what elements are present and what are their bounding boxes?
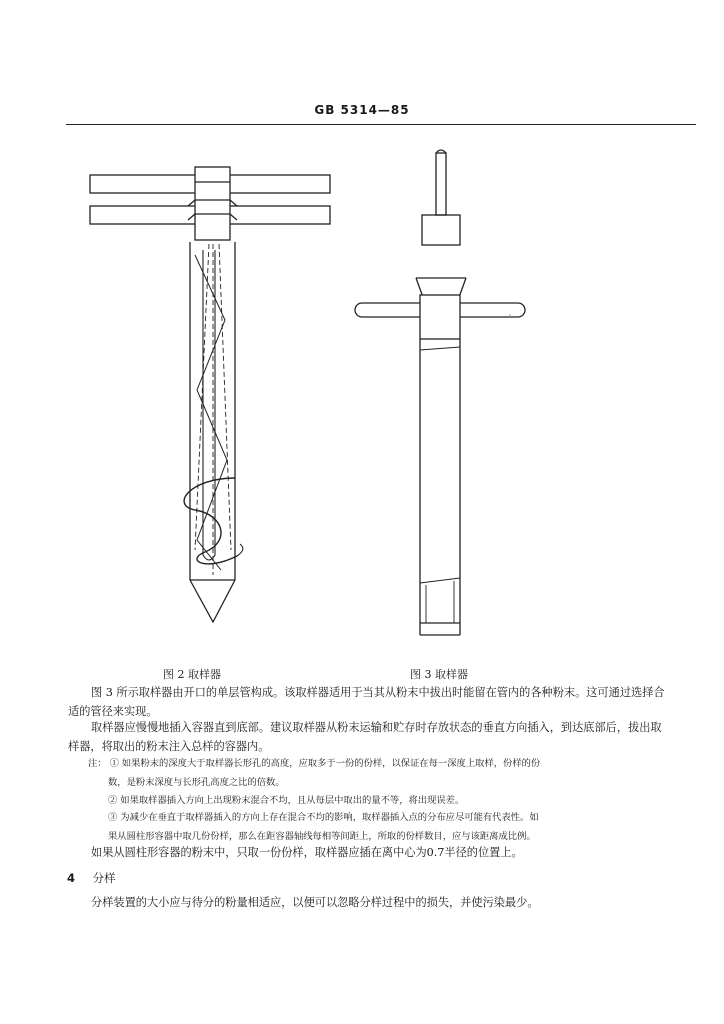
helical-rib — [195, 255, 227, 570]
note-2 — [108, 794, 464, 807]
note-2-text: 如果取样器插入方向上出现粉末混合不均，且从每层中取出的量不等，将出现误差。 — [120, 795, 465, 806]
notes-label: 注： — [88, 758, 107, 769]
section-4-body: 分样装置的大小应与待分的粉量相适应，以便可以忽略分样过程中的损失，并使污染最少。 — [91, 896, 539, 909]
note-3 — [108, 811, 539, 824]
paragraph-figure3-description: 图 3 所示取样器由开口的单层管构成。该取样器适用于当其从粉末中拔出时能留在管内的各种粉末。这可通过选择合适的管径来实现。 — [68, 686, 665, 718]
spiral-curl — [184, 478, 237, 564]
collar — [420, 295, 460, 339]
note-1-continuation: 数，是粉末深度与长形孔高度之比的倍数。 — [108, 777, 285, 788]
note-3-text: 为减少在垂直于取样器插入的方向上存在混合不均的影响，取样器插入点的分布应尽可能有代表性。如 — [120, 812, 539, 823]
figure-2-caption: 图 2 取样器 — [163, 668, 221, 681]
pointed-tip — [190, 580, 235, 622]
paragraph-single-sample-position: 如果从圆柱形容器的粉末中，只取一份份样，取样器应插在离中心为0.7半径的位置上。 — [91, 846, 523, 859]
note-3-continuation: 果从圆柱形容器中取几份份样，那么在距容器轴线每相等间距上，所取的份样数目，应与该距离成比例。 — [108, 831, 536, 842]
header-rule — [66, 124, 696, 125]
figure-3-caption: 图 3 取样器 — [410, 668, 468, 681]
note-1 — [88, 757, 540, 770]
note-1-marker: ① — [109, 758, 119, 769]
figure-2-sampler-drawing — [85, 160, 340, 630]
plunger-rod — [436, 153, 446, 215]
section-4-title: 分样 — [92, 871, 116, 885]
figure-3-sampler-drawing — [350, 145, 535, 645]
paragraph-insertion-procedure: 取样器应慢慢地插入容器直到底部。建议取样器从粉末运输和贮存时存放状态的垂直方向插入，到达底部后，拔出取样器，将取出的粉末注入总样的容器内。 — [68, 721, 662, 753]
plunger-cap — [422, 215, 460, 245]
note-2-marker: ② — [108, 795, 118, 806]
section-4-number: 4 — [67, 871, 76, 885]
section-4-heading — [67, 870, 116, 886]
note-1-text: 如果粉末的深度大于取样器长形孔的高度，应取多于一份的份样，以保证在每一深度上取样，份样的份 — [121, 758, 541, 769]
page-header: GB 5314—85 — [314, 103, 410, 117]
note-3-marker: ③ — [108, 812, 118, 823]
handle-head-block — [195, 167, 230, 240]
